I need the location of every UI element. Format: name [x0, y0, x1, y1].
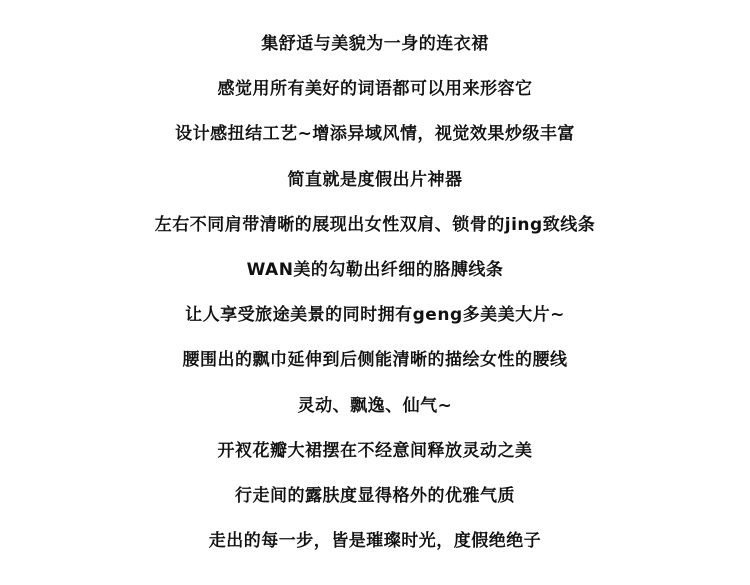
product-description: [0, 22, 750, 564]
description-line-5: 左右不同肩带清晰的展现出女性双肩、锁骨的jing致线条: [154, 214, 596, 235]
description-line-8: 腰围出的飘巾延伸到后侧能清晰的描绘女性的腰线: [182, 350, 568, 371]
description-line-12: 走出的每一步，皆是璀璨时光，度假绝绝子: [208, 531, 542, 552]
description-line-7: 让人享受旅途美景的同时拥有geng多美美大片~: [185, 305, 565, 326]
description-line-6: WAN美的勾勒出纤细的胳膊线条: [246, 259, 504, 280]
description-line-10: 开衩花瓣大裙摆在不经意间释放灵动之美: [217, 440, 533, 461]
description-line-3: 设计感扭结工艺~增添异域风情，视觉效果炒级丰富: [175, 124, 575, 145]
description-line-2: 感觉用所有美好的词语都可以用来形容它: [217, 79, 533, 100]
description-line-4: 简直就是度假出片神器: [287, 169, 463, 190]
description-line-1: 集舒适与美貌为一身的连衣裙: [261, 34, 489, 54]
description-line-9: 灵动、飘逸、仙气~: [297, 395, 453, 416]
description-line-11: 行走间的露肤度显得格外的优雅气质: [235, 485, 515, 506]
